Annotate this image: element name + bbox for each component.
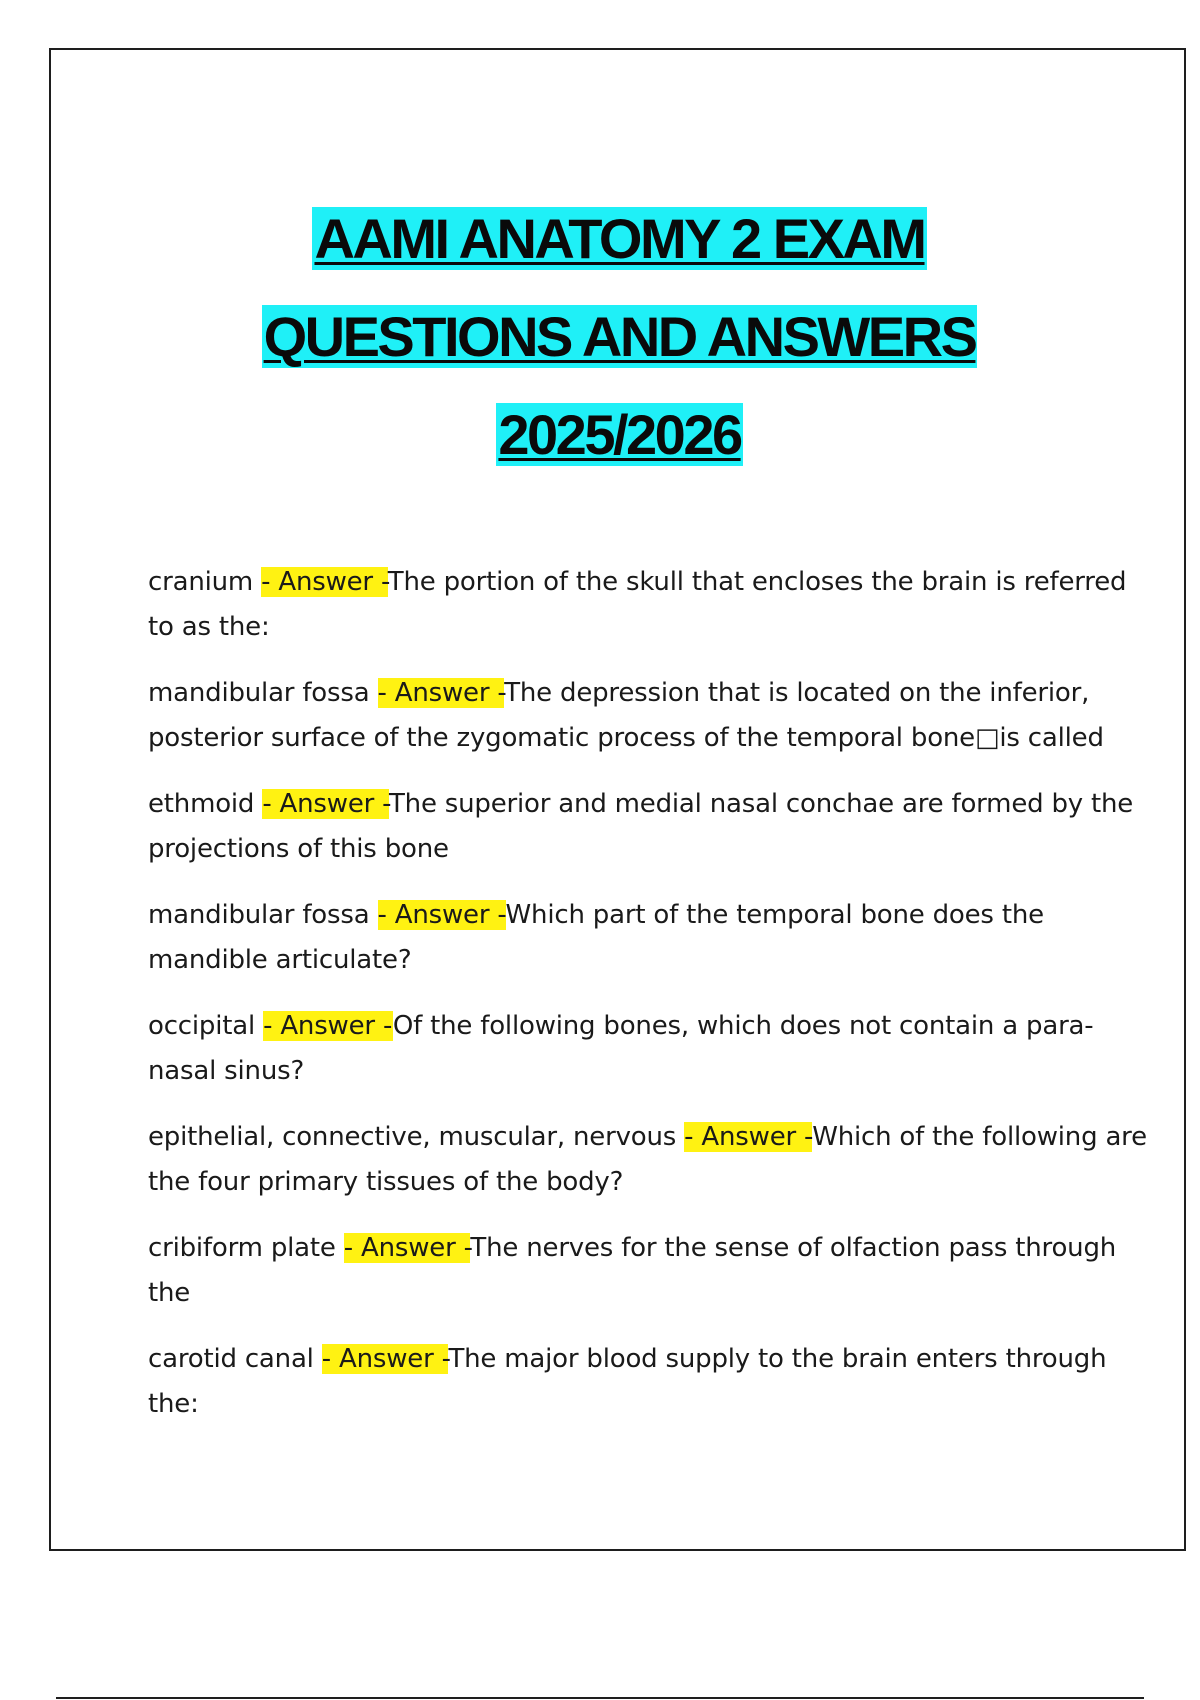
answer-marker: - Answer - xyxy=(262,789,389,819)
question-text: Which of the following are the four primary tissues of the body? xyxy=(148,1122,1147,1197)
qa-list xyxy=(148,560,1148,1448)
title-line-3: 2025/2026 xyxy=(498,403,741,466)
answer-term: cribiform plate xyxy=(148,1233,336,1263)
answer-term: cranium xyxy=(148,567,254,597)
answer-marker: - Answer - xyxy=(263,1011,393,1041)
qa-item xyxy=(148,1115,1148,1205)
answer-term: ethmoid xyxy=(148,789,255,819)
qa-item xyxy=(148,671,1148,761)
qa-item xyxy=(148,1004,1148,1094)
question-text: The superior and medial nasal conchae are formed by the projections of this bone xyxy=(148,789,1134,864)
answer-marker: - Answer - xyxy=(261,567,388,597)
answer-marker: - Answer - xyxy=(684,1122,813,1152)
question-text: The depression that is located on the inferior, posterior surface of the zygomatic process of the temporal bone□is called xyxy=(148,678,1104,753)
bottom-rule xyxy=(56,1697,1144,1699)
answer-marker: - Answer - xyxy=(321,1344,449,1374)
answer-term: epithelial, connective, muscular, nervous xyxy=(148,1122,677,1152)
qa-item xyxy=(148,893,1148,983)
qa-item xyxy=(148,560,1148,650)
title-line-2: QUESTIONS AND ANSWERS xyxy=(263,305,976,368)
question-text: The nerves for the sense of olfaction pass through the xyxy=(148,1233,1117,1308)
title-line-1: AAMI ANATOMY 2 EXAM xyxy=(314,207,925,270)
question-text: The major blood supply to the brain enters through the: xyxy=(148,1344,1107,1419)
page-frame xyxy=(49,48,1186,1551)
answer-term: mandibular fossa xyxy=(148,900,370,930)
qa-item xyxy=(148,1226,1148,1316)
qa-item xyxy=(148,1337,1148,1427)
answer-marker: - Answer - xyxy=(343,1233,471,1263)
answer-marker: - Answer - xyxy=(377,900,506,930)
answer-term: carotid canal xyxy=(148,1344,314,1374)
answer-term: occipital xyxy=(148,1011,255,1041)
question-text: Of the following bones, which does not contain a para-nasal sinus? xyxy=(148,1011,1094,1086)
question-text: Which part of the temporal bone does the mandible articulate? xyxy=(148,900,1044,975)
document-title xyxy=(51,190,1188,484)
answer-term: mandibular fossa xyxy=(148,678,370,708)
answer-marker: - Answer - xyxy=(377,678,505,708)
question-text: The portion of the skull that encloses the brain is referred to as the: xyxy=(148,567,1127,642)
qa-item xyxy=(148,782,1148,872)
